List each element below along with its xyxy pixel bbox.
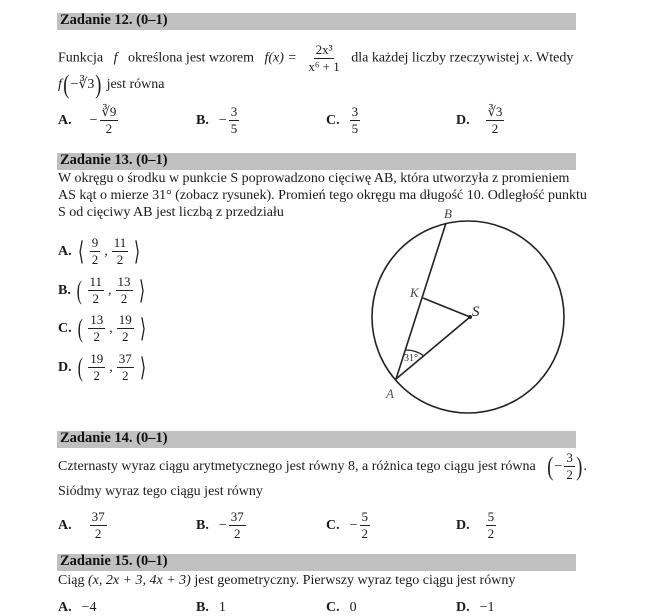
paren: ( — [63, 70, 70, 99]
option-value: −1 — [479, 600, 495, 615]
numerator: 5 — [361, 509, 369, 524]
sign: − — [218, 112, 227, 128]
task-14-title: Zadanie 14. (0–1) — [60, 430, 168, 446]
task-15-option-d[interactable] — [456, 600, 495, 616]
option-label: C. — [326, 517, 340, 533]
task-15-option-a[interactable] — [58, 600, 97, 616]
task-14-option-c[interactable] — [326, 510, 370, 541]
numerator: 11 — [89, 274, 103, 289]
math-arg: −∛3 — [70, 77, 95, 93]
option-label: D. — [456, 112, 470, 128]
numerator: 19 — [118, 312, 132, 327]
denominator: 2 — [361, 526, 369, 541]
paren: ) — [576, 451, 583, 481]
option-fraction — [486, 510, 497, 541]
numerator: 3 — [230, 104, 238, 119]
option-fraction — [90, 510, 107, 541]
task-14-header — [57, 431, 576, 448]
bracket-open: ( — [77, 352, 83, 382]
sign: − — [89, 112, 98, 128]
numerator: 3 — [566, 450, 573, 465]
denominator: 2 — [122, 368, 129, 383]
task-13-option-c[interactable]: C. ( $\frac{13}{2}$ , $\frac{19}{2}$ ⟩ — [58, 312, 146, 344]
numerator: ∛9 — [101, 104, 117, 119]
denominator: 2 — [487, 526, 495, 541]
denominator: 2 — [94, 526, 102, 541]
difference-value: ( − $\frac{3}{2}$ ) . — [547, 450, 588, 482]
task-12-title: Zadanie 12. (0–1) — [60, 12, 168, 28]
option-label: D. — [58, 359, 72, 375]
task-15-option-c[interactable] — [326, 600, 357, 616]
math-fx: f(x) = — [264, 50, 297, 66]
denominator: 5 — [351, 121, 359, 136]
bracket-open: ⟨ — [77, 236, 84, 266]
task-15-option-b[interactable] — [196, 600, 226, 616]
option-label: A. — [58, 517, 72, 533]
numerator: 9 — [91, 235, 99, 250]
text: . Wtedy — [529, 50, 574, 66]
angle-label: 31° — [404, 353, 418, 364]
point-label-s: S — [472, 304, 480, 320]
option-label: A. — [58, 112, 72, 128]
point-label-a: A — [386, 386, 394, 401]
denominator: 2 — [120, 291, 128, 306]
option-label: D. — [456, 517, 470, 533]
fraction — [564, 451, 575, 482]
task-14-option-a[interactable] — [58, 510, 107, 541]
denominator: 5 — [230, 121, 238, 136]
text: Czternasty wyraz ciągu arytmetycznego jest równy 8, a różnica tego ciągu jest równa — [58, 458, 536, 474]
numerator: 13 — [90, 312, 104, 327]
numerator: 19 — [90, 351, 104, 366]
text: dla każdej liczby rzeczywistej — [351, 50, 520, 66]
denominator: 2 — [92, 291, 100, 306]
paren: ) — [95, 70, 102, 99]
task-13-text-line1: W okręgu o środku w punkcie S poprowadzono cięciwę AB, która utworzyła z promieniem — [58, 171, 570, 186]
task-14-text-line1 — [58, 451, 587, 482]
numerator: 37 — [118, 351, 132, 366]
denominator: 2 — [566, 467, 573, 482]
task-14-option-b[interactable] — [196, 510, 246, 541]
option-label: C. — [58, 320, 72, 336]
task-13-option-a[interactable]: A. ⟨ $\frac{9}{2}$ , $\frac{11}{2}$ ⟩ — [58, 235, 141, 267]
option-label: B. — [196, 517, 209, 533]
denominator: 2 — [122, 329, 129, 344]
task-13-option-b[interactable]: B. ( $\frac{11}{2}$ , $\frac{13}{2}$ ⟩ — [58, 274, 145, 306]
task-14-option-d[interactable] — [456, 510, 496, 541]
task-14-text-line2: Siódmy wyraz tego ciągu jest równy — [58, 484, 263, 499]
denominator: 2 — [105, 121, 113, 136]
sign: − — [349, 517, 358, 533]
numerator: 3 — [351, 104, 359, 119]
denominator: 2 — [93, 368, 101, 383]
option-value: 1 — [218, 600, 226, 615]
numerator: 37 — [230, 509, 244, 524]
numerator: 13 — [117, 274, 131, 289]
denominator: 2 — [116, 252, 124, 267]
text: określona jest wzorem — [128, 50, 254, 66]
option-value: −4 — [81, 600, 97, 615]
denominator: 2 — [491, 121, 499, 136]
math-f: f — [113, 50, 118, 66]
text: Funkcja — [58, 50, 104, 66]
text: Ciąg — [58, 573, 85, 588]
task-13-title: Zadanie 13. (0–1) — [60, 152, 168, 168]
denominator: x⁶ + 1 — [308, 59, 340, 74]
option-label: B. — [58, 282, 71, 298]
task-15-title: Zadanie 15. (0–1) — [60, 553, 168, 569]
paren: ( — [547, 451, 554, 481]
task-15-header — [57, 554, 576, 571]
bracket-open: ( — [77, 313, 83, 343]
option-label: C. — [326, 600, 340, 615]
bracket-open: ( — [76, 275, 82, 305]
numerator: 2x³ — [315, 42, 333, 57]
math-f: f — [58, 77, 62, 93]
segment-ks — [423, 298, 470, 317]
text: jest równa — [106, 77, 165, 93]
point-label-b: B — [444, 206, 452, 221]
numerator: 11 — [113, 235, 127, 250]
point-label-k: K — [410, 285, 419, 300]
math-sequence: (x, 2x + 3, 4x + 3) — [87, 573, 191, 588]
option-fraction — [229, 510, 246, 541]
sign: − — [218, 517, 227, 533]
task-13-text-line2: AS kąt o mierze 31° (zobacz rysunek). Promień tego okręgu ma długość 10. Odległość punktu — [58, 188, 587, 203]
sign: − — [554, 458, 563, 474]
numerator: 37 — [91, 509, 105, 524]
option-label: B. — [196, 600, 209, 615]
bracket-close: ⟩ — [139, 352, 146, 382]
text: jest geometryczny. Pierwszy wyraz tego ciągu jest równy — [194, 573, 516, 588]
option-label: A. — [58, 600, 72, 615]
bracket-close: ⟩ — [138, 275, 145, 305]
option-label: A. — [58, 243, 72, 259]
option-label: B. — [196, 112, 209, 128]
denominator: 2 — [234, 526, 241, 541]
task-13-text-line3: S od cięciwy AB jest liczbą z przedziału — [58, 205, 284, 220]
option-fraction — [360, 510, 371, 541]
bracket-close: ⟩ — [139, 313, 146, 343]
bracket-close: ⟩ — [134, 236, 141, 266]
math-x: x — [523, 50, 530, 66]
radius-as — [396, 317, 470, 379]
denominator: 2 — [91, 252, 99, 267]
task-15-text — [58, 573, 515, 589]
numerator: 5 — [487, 509, 495, 524]
task-13-option-d[interactable]: D. ( $\frac{19}{2}$ , $\frac{37}{2}$ ⟩ — [58, 351, 146, 383]
numerator: ∛3 — [487, 104, 503, 119]
denominator: 2 — [93, 329, 101, 344]
option-value: 0 — [349, 600, 357, 615]
option-label: C. — [326, 112, 340, 128]
option-label: D. — [456, 600, 470, 615]
